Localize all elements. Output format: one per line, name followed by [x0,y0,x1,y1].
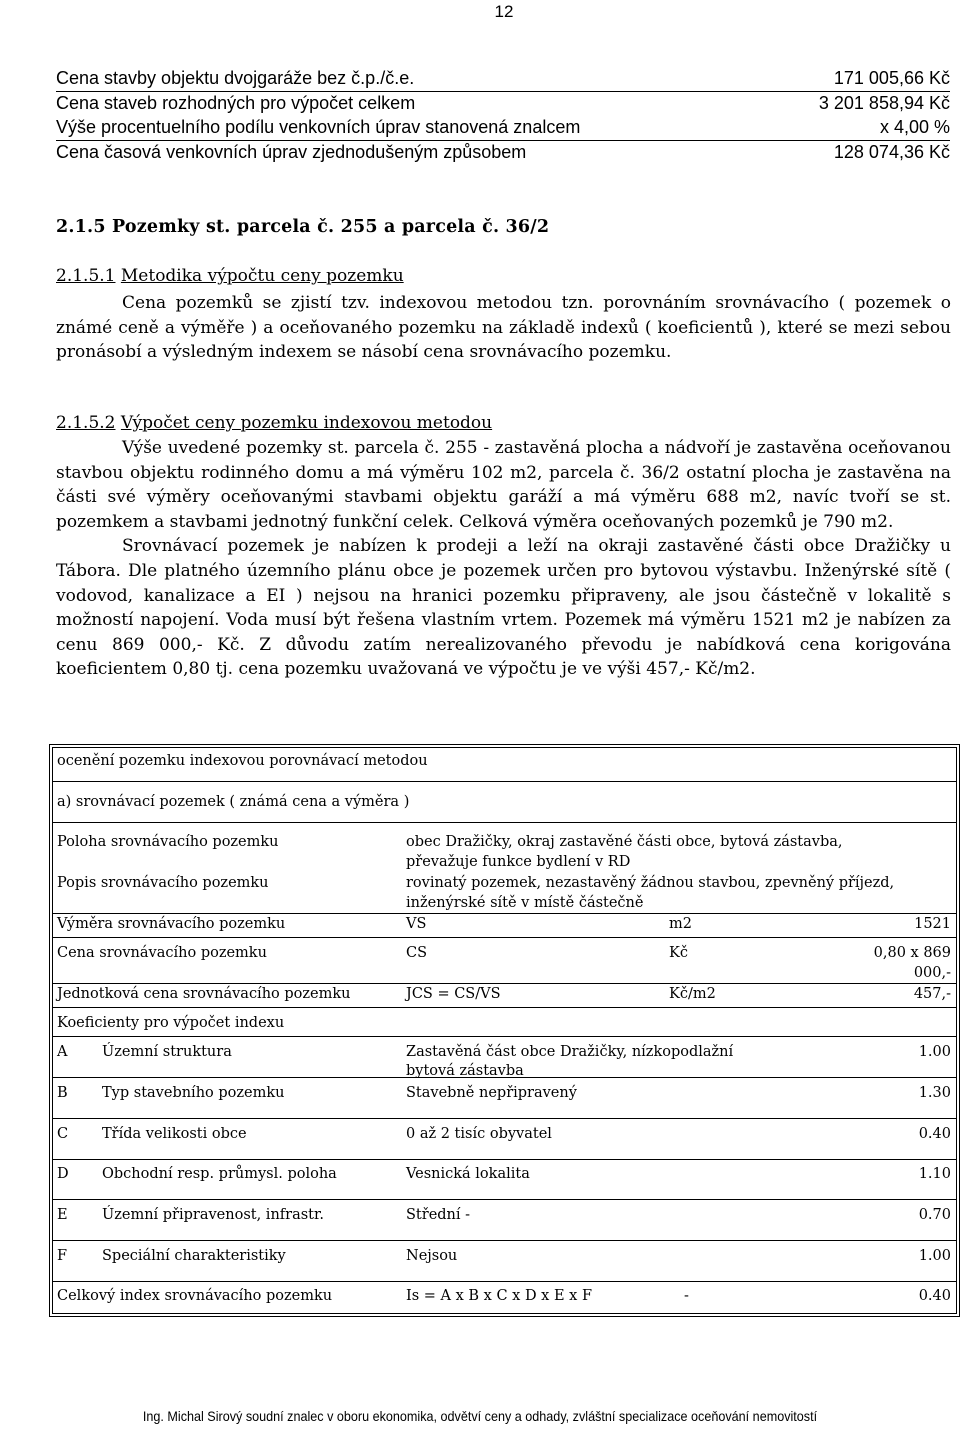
cost-label: Cena časová venkovních úprav zjednodušeným způsobem [56,142,527,162]
row-symbol: VS [406,916,427,932]
total-label: Celkový index srovnávacího pozemku [57,1288,333,1304]
coef-value: 0.70 [918,1207,951,1223]
cost-row [56,93,950,117]
paragraph-text: Cena pozemků se zjistí tzv. indexovou metodou tzn. porovnáním srovnávacího ( pozemek o známé ceně a výměře ) a oceňovaného pozemku na základě indexů ( koeficientů ), které se mezi sebou pronásobí a výsledným indexem se násobí cena srovnávacího pozemku. [56,293,951,363]
poloha-label: Poloha srovnávacího pozemku [57,834,279,850]
coef-name: Územní struktura [102,1044,232,1060]
cost-label: Cena staveb rozhodných pro výpočet celkem [56,93,416,113]
row-value: 0,80 x 869 [873,945,951,961]
row-unit: m2 [669,916,692,932]
row-label: Jednotková cena srovnávacího pozemku [57,986,351,1002]
valuation-table [49,744,960,1317]
coef-desc: Střední - [406,1207,471,1223]
coef-letter: D [57,1166,69,1182]
paragraph-text: Srovnávací pozemek je nabízen k prodeji a leží na okraji zastavěné části obce Dražičky u Tábora. Dle platného územního plánu obce je pozemek určen pro bytovou výstavbu. Inženýrské sítě ( vodovod, kanalizace a EI ) nejsou na hranici pozemku připraveny, ale jsou částečně v lokalitě s možností napojení. Voda musí být řešena vlastním vrtem. Pozemek má výměru 1521 m2 je nabízen za cenu 869 000,- Kč. Z důvodu zatím nerealizovaného převodu je nabídková cena korigována koeficientem 0,80 tj. cena pozemku uvažovaná ve výpočtu je ve výši 457,- Kč/m2. [56,536,951,680]
coef-name: Speciální charakteristiky [102,1248,286,1264]
row-label: Cena srovnávacího pozemku [57,945,267,961]
coef-desc: Stavebně nepřipravený [406,1085,577,1101]
subsection-number: 2.1.5.2 [56,413,116,433]
table-rule [52,1118,957,1119]
coef-letter: F [57,1248,68,1264]
coef-letter: E [57,1207,68,1223]
page-number: 12 [494,2,514,21]
table-rule [52,1240,957,1241]
cost-value: 3 201 858,94 Kč [818,93,950,113]
subsection-title: Výpočet ceny pozemku indexovou metodou [120,413,493,433]
paragraph-text: Výše uvedené pozemky st. parcela č. 255 - zastavěná plocha a nádvoří je zastavěna oceňovanou stavbou objektu rodinného domu a má výměru 102 m2, parcela č. 36/2 ostatní plocha je zastavěna na části své výměry oceňovanými stavbami objektu garáží a má výměru 688 m2, navíc tvoří se st. pozemkem a stavbami jednotný funkční celek. Celková výměra oceňovaných pozemků je 790 m2. [56,438,951,532]
table-rule [52,1159,957,1160]
cost-row [56,68,950,92]
methodology-paragraph [56,291,951,365]
cost-label: Výše procentuelního podílu venkovních úprav stanovená znalcem [56,117,581,137]
subsection-heading-1 [56,266,404,286]
coef-desc: 0 až 2 tisíc obyvatel [406,1126,552,1142]
subsection-title: Metodika výpočtu ceny pozemku [120,266,404,286]
coef-letter: B [57,1085,68,1101]
row-unit: Kč [669,945,688,961]
cost-value: 171 005,66 Kč [833,68,950,88]
total-value: 0.40 [918,1288,951,1304]
total-formula: Is = A x B x C x D x E x F [406,1288,593,1304]
table-rule [52,781,957,782]
poloha-value: obec Dražičky, okraj zastavěné části obce, bytová zástavba, [406,834,843,850]
popis-value: rovinatý pozemek, nezastavěný žádnou stavbou, zpevněný příjezd, [406,875,895,891]
coef-heading: Koeficienty pro výpočet indexu [57,1015,285,1031]
table-rule [52,983,957,984]
row-value: 1521 [914,916,951,932]
cost-row [56,117,950,141]
underline-rule [56,140,950,141]
coef-value: 1.00 [918,1044,951,1060]
calculation-paragraphs [56,436,951,682]
underline-rule [56,91,950,92]
table-rule [52,913,957,914]
coef-desc: Zastavěná část obce Dražičky, nízkopodlažní [406,1044,734,1060]
subsection-heading-2 [56,413,492,433]
total-dash: - [684,1288,689,1304]
row-value: 457,- [913,986,951,1002]
popis-label: Popis srovnávacího pozemku [57,875,269,891]
coef-name: Územní připravenost, infrastr. [102,1207,324,1223]
table-title: ocenění pozemku indexovou porovnávací metodou [57,753,428,769]
popis-value-2: inženýrské sítě v místě částečně [406,895,644,911]
coef-value: 1.10 [918,1166,951,1182]
coef-value: 1.00 [918,1248,951,1264]
table-rule [52,1281,957,1282]
coef-letter: A [57,1044,68,1060]
coef-name: Třída velikosti obce [102,1126,247,1142]
row-unit: Kč/m2 [669,986,716,1002]
row-symbol: JCS = CS/VS [406,986,501,1002]
table-rule [52,937,957,938]
subsection-number: 2.1.5.1 [56,266,116,286]
coef-letter: C [57,1126,69,1142]
row-symbol: CS [406,945,428,961]
table-rule [52,1077,957,1078]
table-rule [52,822,957,823]
coef-desc: Vesnická lokalita [406,1166,530,1182]
table-rule [52,1036,957,1037]
table-rule [52,1007,957,1008]
coef-value: 0.40 [918,1126,951,1142]
coef-value: 1.30 [918,1085,951,1101]
section-heading: 2.1.5 Pozemky st. parcela č. 255 a parcela č. 36/2 [56,217,550,237]
cost-value: x 4,00 % [879,117,950,137]
cost-label: Cena stavby objektu dvojgaráže bez č.p./č.e. [56,68,415,88]
cost-value: 128 074,36 Kč [833,142,950,162]
poloha-value-2: převažuje funkce bydlení v RD [406,854,631,870]
cost-row [56,142,950,166]
coef-name: Typ stavebního pozemku [102,1085,285,1101]
coef-desc: Nejsou [406,1248,458,1264]
row-label: Výměra srovnávacího pozemku [57,916,286,932]
table-subtitle: a) srovnávací pozemek ( známá cena a výměra ) [57,794,410,810]
row-value-cont: 000,- [913,965,951,981]
table-rule [52,1199,957,1200]
page-footer: Ing. Michal Sirový soudní znalec v oboru ekonomika, odvětví ceny a odhady, zvláštní specializace oceňování nemovitostí [142,1408,818,1424]
coef-name: Obchodní resp. průmysl. poloha [102,1166,337,1182]
coef-desc-2: bytová zástavba [406,1063,524,1079]
